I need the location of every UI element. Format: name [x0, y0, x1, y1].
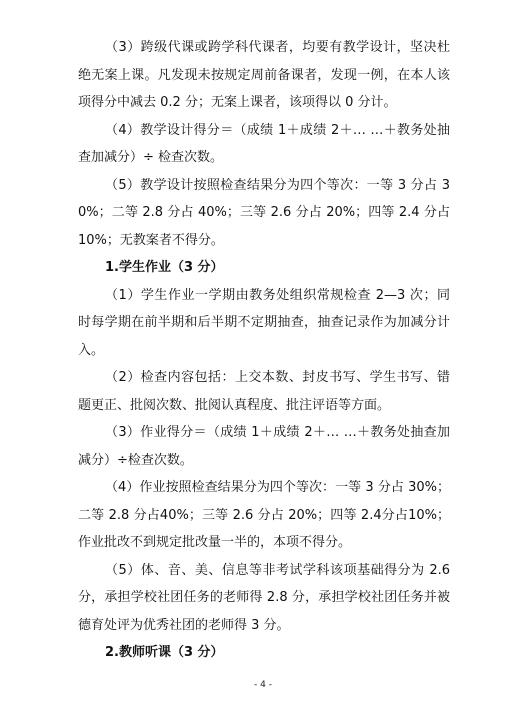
section-heading-student-homework: 1.学生作业（3 分） — [105, 260, 224, 275]
homework-paragraph-5-non-exam-subjects: （5）体、音、美、信息等非考试学科该项基础得分为 2.6 分，承担学校社团任务的老师得 2.8 分，承担学校社团任务并被德育处评为优秀社团的老师得 3 分。 — [78, 562, 450, 633]
paragraph-3-substitute-teaching: （3）跨级代课或跨学科代课者，均要有教学设计，坚决杜绝无案上课。凡发现未按规定周前备课者，发现一例，在本人该项得分中减去 0.2 分；无案上课者，该项得以 0 分计。 — [78, 40, 450, 110]
paragraph-4-design-score-formula: （4）教学设计得分＝（成绩 1＋成绩 2＋… …＋教务处抽查加减分）÷ 检查次数。 — [78, 122, 450, 165]
homework-paragraph-4-grade-levels: （4）作业按照检查结果分为四个等次：一等 3 分占 30%；二等 2.8 分占40%；三等 2.6 分占 20%；四等 2.4分占10%；作业批改不到规定批改量一半的，本项不得分。 — [78, 480, 450, 550]
section-heading-lesson-observation: 2.教师听课（3 分） — [105, 645, 224, 660]
paragraph-5-design-grade-levels: （5）教学设计按照检查结果分为四个等次：一等 3 分占 30%；二等 2.8 分占 40%；三等 2.6 分占 20%；四等 2.4 分占 10%；无教案者不得分。 — [78, 177, 450, 248]
homework-paragraph-2-content: （2）检查内容包括：上交本数、封皮书写、学生书写、错题更正、批阅次数、批阅认真程度、批注评语等方面。 — [78, 370, 450, 413]
document-body — [78, 34, 450, 667]
page-number: - 4 - — [254, 680, 272, 690]
homework-paragraph-3-score-formula: （3）作业得分＝（成绩 1＋成绩 2＋… …＋教务处抽查加减分）÷检查次数。 — [78, 425, 450, 468]
homework-paragraph-1-inspection: （1）学生作业一学期由教务处组织常规检查 2—3 次；同时每学期在前半期和后半期不定期抽查，抽查记录作为加减分计入。 — [78, 287, 450, 358]
